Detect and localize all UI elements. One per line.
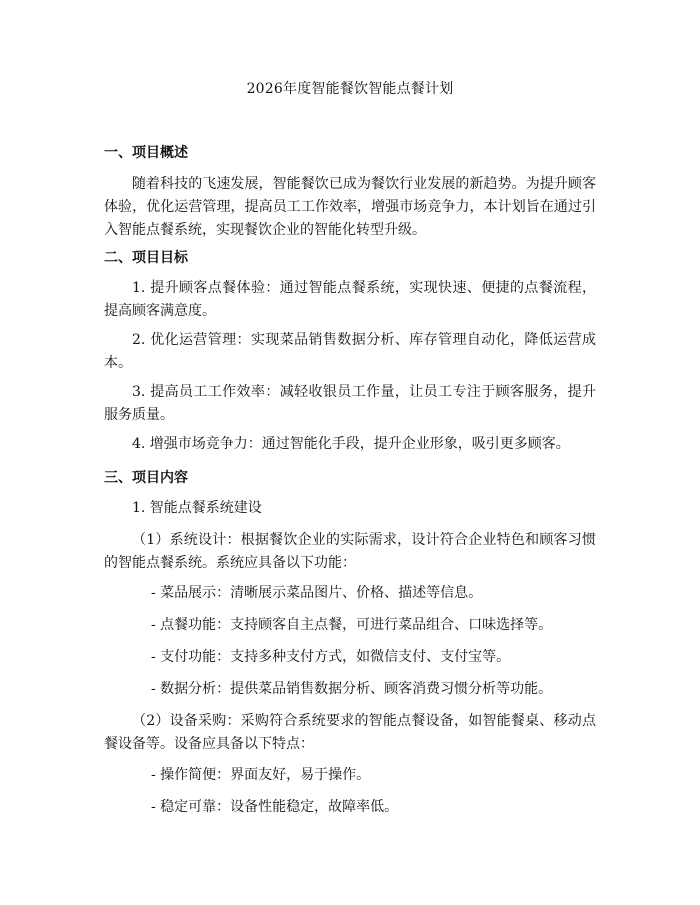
function-item-analytics: - 数据分析：提供菜品销售数据分析、顾客消费习惯分析等功能。 — [151, 681, 553, 697]
goal-item-4: 4. 增强市场竞争力：通过智能化手段，提升企业形象，吸引更多顾客。 — [132, 436, 570, 452]
function-item-payment: - 支付功能：支持多种支付方式，如微信支付、支付宝等。 — [151, 649, 511, 665]
content-subheading-system: 1. 智能点餐系统建设 — [132, 500, 262, 516]
document-title: 2026年度智能餐饮智能点餐计划 — [246, 81, 454, 97]
goal-item-1: 1. 提升顾客点餐体验：通过智能点餐系统，实现快速、便捷的点餐流程，提高顾客满意度。 — [104, 280, 596, 319]
goal-item-2: 2. 优化运营管理：实现菜品销售数据分析、库存管理自动化，降低运营成本。 — [104, 332, 596, 371]
function-item-menu-display: - 菜品展示：清晰展示菜品图片、价格、描述等信息。 — [151, 585, 483, 601]
goal-item-3: 3. 提高员工工作效率：减轻收银员工作量，让员工专注于顾客服务，提升服务质量。 — [104, 384, 596, 423]
overview-paragraph: 随着科技的飞速发展，智能餐饮已成为餐饮行业发展的新趋势。为提升顾客体验，优化运营管理，提高员工工作效率，增强市场竞争力，本计划旨在通过引入智能点餐系统，实现餐饮企业的智能化转型升级。 — [104, 176, 596, 238]
feature-item-easy-operation: - 操作简便：界面友好，易于操作。 — [151, 767, 371, 783]
equipment-paragraph: （2）设备采购：采购符合系统要求的智能点餐设备，如智能餐桌、移动点餐设备等。设备应具备以下特点： — [104, 713, 596, 752]
section-heading-goals: 二、项目目标 — [104, 250, 188, 266]
feature-item-reliable: - 稳定可靠：设备性能稳定，故障率低。 — [151, 799, 399, 815]
system-design-paragraph: （1）系统设计：根据餐饮企业的实际需求，设计符合企业特色和顾客习惯的智能点餐系统。系统应具备以下功能： — [104, 532, 596, 571]
section-heading-content: 三、项目内容 — [104, 470, 188, 486]
section-heading-overview: 一、项目概述 — [104, 145, 188, 161]
function-item-ordering: - 点餐功能：支持顾客自主点餐，可进行菜品组合、口味选择等。 — [151, 617, 553, 633]
